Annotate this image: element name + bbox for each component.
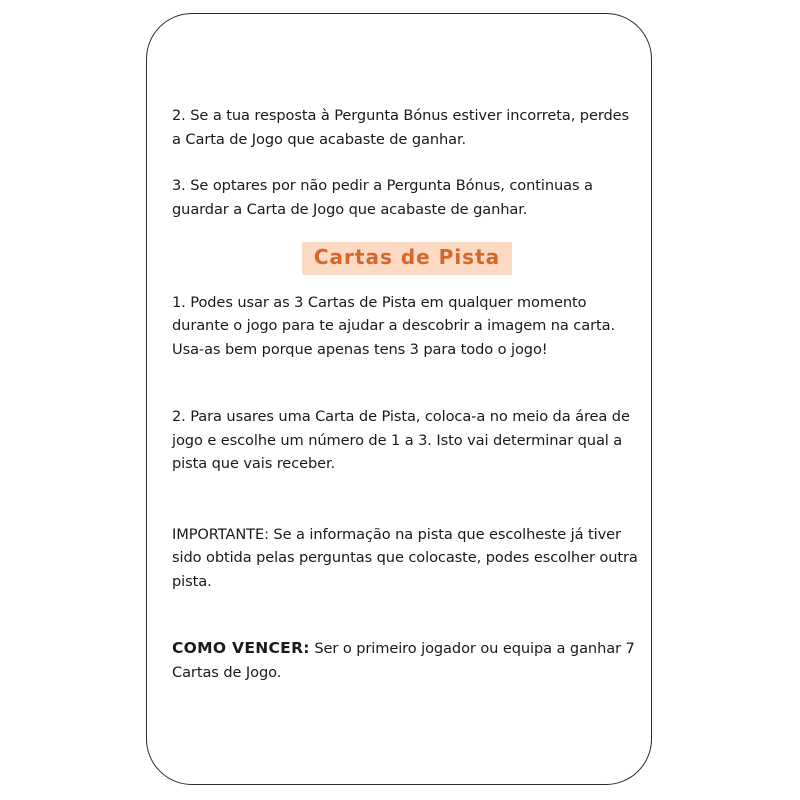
section-heading-wrap bbox=[172, 242, 642, 275]
section-heading-clue-cards: Cartas de Pista bbox=[302, 242, 512, 275]
spacer bbox=[172, 476, 642, 523]
rule-clue-placement: 2. Para usares uma Carta de Pista, coloca-a no meio da área de jogo e escolhe um número de 1 a 3. Isto vai determinar qual a pista que vais receber. bbox=[172, 408, 630, 472]
spacer bbox=[172, 151, 642, 174]
spacer bbox=[172, 593, 642, 637]
win-label: COMO VENCER: bbox=[172, 639, 310, 657]
spacer bbox=[172, 361, 642, 405]
important-note: IMPORTANTE: Se a informação na pista que escolheste já tiver sido obtida pelas perguntas que colocaste, podes escolher outra pista. bbox=[172, 525, 638, 590]
rules-content bbox=[172, 104, 642, 684]
rule-bonus-declined: 3. Se optares por não pedir a Pergunta Bónus, continuas a guardar a Carta de Jogo que acabaste de ganhar. bbox=[172, 177, 593, 218]
win-text: Ser o primeiro jogador ou equipa a ganhar 7 Cartas de Jogo. bbox=[172, 640, 635, 681]
rules-card bbox=[146, 13, 652, 785]
win-condition bbox=[172, 637, 642, 684]
rule-clue-usage: 1. Podes usar as 3 Cartas de Pista em qualquer momento durante o jogo para te ajudar a descobrir a imagem na carta. Usa-as bem porque apenas tens 3 para todo o jogo! bbox=[172, 293, 615, 358]
rule-bonus-incorrect: 2. Se a tua resposta à Pergunta Bónus estiver incorreta, perdes a Carta de Jogo que acabaste de ganhar. bbox=[172, 107, 630, 148]
